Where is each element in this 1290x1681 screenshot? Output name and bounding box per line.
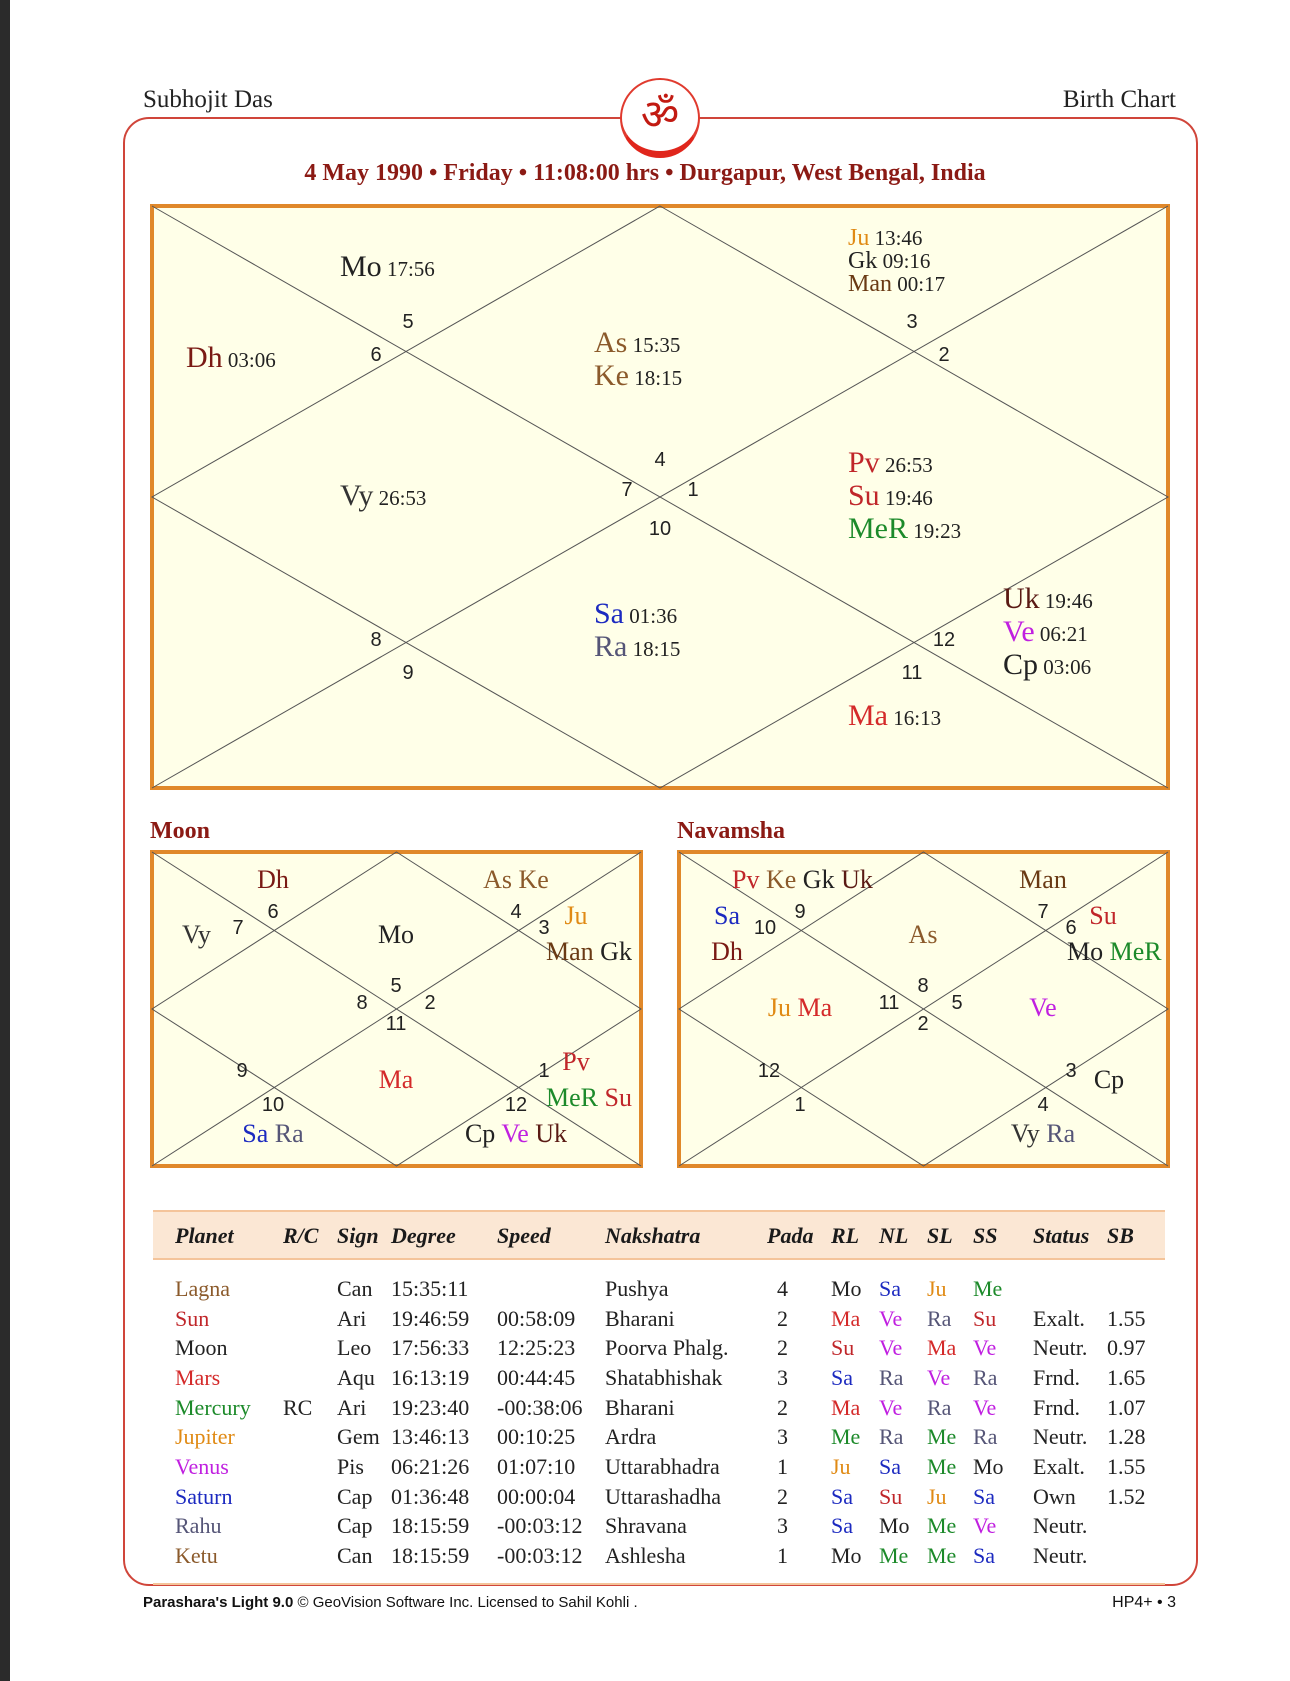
planet-abbr: Pv <box>732 865 760 894</box>
house-number: 2 <box>938 344 950 366</box>
planet-abbr: Su <box>598 1083 632 1112</box>
cell-ss: Ve <box>973 1394 997 1420</box>
col-pada: Pada <box>767 1211 831 1259</box>
chart-planets-pv <box>562 1047 589 1076</box>
cell-nak: Bharani <box>605 1394 675 1420</box>
planet-degree: 16:13 <box>888 706 942 730</box>
cell-sb: 1.52 <box>1107 1483 1146 1509</box>
house-number: 5 <box>951 992 963 1014</box>
cell-rl: Mo <box>831 1275 862 1301</box>
cell-planet: Lagna <box>175 1275 230 1301</box>
cell-sb: 1.55 <box>1107 1305 1146 1331</box>
planet-abbr: Pv <box>562 1047 590 1076</box>
table-spacer <box>153 1259 1165 1274</box>
planet-abbr: Gk <box>593 937 632 966</box>
cell-rc: RC <box>283 1394 313 1420</box>
cell-ss: Ve <box>973 1513 997 1539</box>
cell-ss: Mo <box>973 1453 1004 1479</box>
cell-nak: Bharani <box>605 1305 675 1331</box>
chart-planets-dh <box>711 937 743 966</box>
cell-deg: 15:35:11 <box>391 1275 469 1301</box>
house-number: 6 <box>370 344 382 366</box>
table-row <box>153 1393 1165 1423</box>
cell-sb <box>1107 1541 1165 1571</box>
cell-nl: Mo <box>879 1513 910 1539</box>
table-row <box>153 1274 1165 1304</box>
moon-chart <box>150 850 643 1168</box>
house-number: 9 <box>236 1060 248 1082</box>
cell-pada: 2 <box>777 1305 788 1331</box>
cell-sl: Ju <box>927 1483 947 1509</box>
planet-abbr: Man <box>546 937 594 966</box>
cell-nl: Me <box>879 1543 909 1569</box>
cell-sb: 1.07 <box>1107 1394 1146 1420</box>
cell-sl: Me <box>927 1513 957 1539</box>
house-number: 5 <box>390 975 402 997</box>
house-number: 5 <box>402 311 414 333</box>
planet-degree: 17:56 <box>381 257 435 281</box>
cell-ss: Su <box>973 1305 997 1331</box>
cell-rl: Me <box>831 1424 861 1450</box>
col-nl: NL <box>879 1211 927 1259</box>
cell-rc <box>283 1452 337 1482</box>
cell-sign: Aqu <box>337 1364 375 1390</box>
planet-abbr: Ju <box>848 225 870 251</box>
birth-details: 4 May 1990 • Friday • 11:08:00 hrs • Durgapur, West Bengal, India <box>304 160 986 186</box>
chart-planets-dh <box>257 865 289 894</box>
cell-planet: Mars <box>175 1364 221 1390</box>
cell-rc <box>283 1333 337 1363</box>
house-number: 6 <box>267 901 279 923</box>
col-sb: SB <box>1107 1211 1165 1259</box>
cell-nak: Shravana <box>605 1513 687 1539</box>
cell-ss: Ve <box>973 1335 997 1361</box>
house-number: 9 <box>794 901 806 923</box>
planet-degree: 19:46 <box>879 486 933 510</box>
col-status: Status <box>1033 1211 1107 1259</box>
planet-degree: 18:15 <box>628 366 683 390</box>
cell-status: Neutr. <box>1033 1513 1088 1539</box>
cell-rl: Sa <box>831 1513 853 1539</box>
cell-sb <box>1107 1512 1165 1542</box>
planet-abbr: Gk <box>796 865 835 894</box>
planet-degree: 09:16 <box>877 249 931 273</box>
planet-degree: 01:36 <box>624 604 678 628</box>
planet-abbr: Su <box>1089 901 1117 930</box>
house-number: 11 <box>878 992 900 1014</box>
table-row <box>153 1304 1165 1334</box>
house-number: 7 <box>232 917 244 939</box>
planet-abbr: Man <box>848 271 892 297</box>
cell-planet: Moon <box>175 1335 228 1361</box>
house-number: 7 <box>621 479 633 501</box>
house-number: 8 <box>356 992 368 1014</box>
house-number: 3 <box>1065 1060 1077 1082</box>
cell-nak: Shatabhishak <box>605 1364 723 1390</box>
house-number: 6 <box>1065 917 1077 939</box>
house-number: 12 <box>932 629 956 651</box>
moon-chart-title: Moon <box>150 818 210 844</box>
table-row <box>153 1422 1165 1452</box>
planet-abbr: Ke <box>512 865 549 894</box>
license-text: © GeoVision Software Inc. Licensed to Sahil Kohli . <box>293 1594 638 1611</box>
om-emblem <box>620 78 700 158</box>
planet-abbr: Ma <box>790 993 833 1022</box>
cell-deg: 17:56:33 <box>391 1335 470 1361</box>
navamsha-chart-title: Navamsha <box>677 818 786 844</box>
cell-deg: 13:46:13 <box>391 1424 470 1450</box>
house-number: 2 <box>917 1013 929 1035</box>
col-speed: Speed <box>497 1211 605 1259</box>
house-number: 9 <box>402 662 414 684</box>
planet-abbr: Mo <box>377 920 415 949</box>
cell-status: Own <box>1033 1483 1076 1509</box>
planet-degree: 19:23 <box>908 519 962 543</box>
planet-degree: 03:06 <box>222 348 276 372</box>
planet-abbr: MeR <box>848 512 908 545</box>
cell-status: Exalt. <box>1033 1305 1085 1331</box>
planet-degree: 26:53 <box>879 453 933 477</box>
cell-pada: 2 <box>777 1483 788 1509</box>
planet-degree: 26:53 <box>373 486 427 510</box>
cell-status <box>1033 1274 1107 1304</box>
house-number: 1 <box>687 479 699 501</box>
cell-speed: -00:03:12 <box>497 1513 583 1539</box>
navamsha-chart <box>677 850 1170 1168</box>
chart-planets-cpveuk <box>465 1119 567 1148</box>
planet-abbr: Dh <box>186 341 223 374</box>
cell-rl: Mo <box>831 1543 862 1569</box>
house-number: 10 <box>648 518 672 540</box>
chart-planets-aske <box>483 865 549 894</box>
page-number: HP4+ • 3 <box>1112 1594 1176 1611</box>
cell-ss: Sa <box>973 1543 995 1569</box>
chart-planets-mersu <box>546 1083 632 1112</box>
chart-planets-mo <box>378 920 414 949</box>
planet-abbr: Ve <box>1003 615 1035 648</box>
planet-line <box>848 271 945 297</box>
cell-planet: Ketu <box>175 1543 218 1569</box>
chart-planets-sara <box>242 1119 304 1148</box>
house-number: 10 <box>753 917 777 939</box>
cell-planet: Mercury <box>175 1394 251 1420</box>
cell-rc <box>283 1422 337 1452</box>
cell-nak: Uttarashadha <box>605 1483 722 1509</box>
om-icon: ॐ <box>640 92 680 139</box>
cell-speed: -00:38:06 <box>497 1394 583 1420</box>
planet-abbr: Mo <box>340 250 382 283</box>
planet-abbr: Man <box>1019 865 1067 894</box>
house-number: 8 <box>917 975 929 997</box>
planet-abbr: Ke <box>759 865 797 894</box>
chart-planets-pvkegkuk <box>732 865 873 894</box>
cell-sb: 1.55 <box>1107 1453 1146 1479</box>
cell-status: Neutr. <box>1033 1543 1088 1569</box>
cell-planet: Venus <box>175 1453 229 1479</box>
cell-rl: Sa <box>831 1483 853 1509</box>
cell-speed: 00:58:09 <box>497 1305 576 1331</box>
cell-sign: Cap <box>337 1513 373 1539</box>
cell-rc <box>283 1274 337 1304</box>
planet-abbr: As <box>483 865 513 894</box>
planet-abbr: Cp <box>464 1119 496 1148</box>
planet-abbr: MeR <box>1103 937 1162 966</box>
planet-table <box>153 1210 1165 1585</box>
chart-planets-ma <box>379 1065 414 1094</box>
cell-deg: 16:13:19 <box>391 1364 470 1390</box>
planet-abbr: Ju <box>767 993 791 1022</box>
cell-deg: 18:15:59 <box>391 1543 470 1569</box>
cell-planet: Saturn <box>175 1483 233 1509</box>
cell-sl: Ma <box>927 1335 957 1361</box>
planet-abbr: Su <box>848 479 880 512</box>
cell-sb: 1.65 <box>1107 1364 1146 1390</box>
cell-rc <box>283 1482 337 1512</box>
cell-nak: Ashlesha <box>605 1543 686 1569</box>
cell-rl: Ma <box>831 1305 861 1331</box>
planet-abbr: Sa <box>714 901 740 930</box>
cell-speed <box>497 1274 605 1304</box>
cell-status: Neutr. <box>1033 1335 1088 1361</box>
cell-pada: 3 <box>777 1364 788 1390</box>
cell-nak: Poorva Phalg. <box>605 1335 729 1361</box>
cell-nl: Sa <box>879 1275 901 1301</box>
chart-planets-ju <box>564 901 587 930</box>
col-rc: R/C <box>283 1211 337 1259</box>
chart-planets-vy <box>182 920 211 949</box>
col-degree: Degree <box>391 1211 497 1259</box>
house-number: 1 <box>538 1060 550 1082</box>
cell-status: Neutr. <box>1033 1424 1088 1450</box>
cell-deg: 19:46:59 <box>391 1305 470 1331</box>
cell-rl: Su <box>831 1335 855 1361</box>
cell-sign: Cap <box>337 1483 373 1509</box>
cell-sl: Me <box>927 1453 957 1479</box>
cell-rc <box>283 1304 337 1334</box>
planet-abbr: Dh <box>711 937 743 966</box>
table-row <box>153 1333 1165 1363</box>
cell-nl: Sa <box>879 1453 901 1479</box>
cell-nak: Uttarabhadra <box>605 1453 720 1479</box>
planet-degree: 03:06 <box>1038 655 1092 679</box>
planet-abbr: As <box>594 326 628 359</box>
cell-deg: 06:21:26 <box>391 1453 470 1479</box>
cell-rl: Ma <box>831 1394 861 1420</box>
cell-ss: Me <box>973 1275 1003 1301</box>
rasi-chart <box>150 204 1170 790</box>
cell-planet: Jupiter <box>175 1424 235 1450</box>
table-row <box>153 1482 1165 1512</box>
chart-planets-juma <box>768 993 833 1022</box>
person-name: Subhojit Das <box>143 86 273 113</box>
planet-abbr: Ma <box>378 1065 414 1094</box>
cell-pada: 2 <box>777 1394 788 1420</box>
house-number: 8 <box>370 629 382 651</box>
cell-nl: Ve <box>879 1394 903 1420</box>
cell-nl: Ra <box>879 1424 904 1450</box>
planet-abbr: Sa <box>594 597 624 630</box>
col-ss: SS <box>973 1211 1033 1259</box>
cell-rl: Sa <box>831 1364 853 1390</box>
cell-speed: -00:03:12 <box>497 1543 583 1569</box>
cell-pada: 4 <box>777 1275 788 1301</box>
cell-speed: 00:00:04 <box>497 1483 576 1509</box>
cell-status: Exalt. <box>1033 1453 1085 1479</box>
cell-pada: 1 <box>777 1543 788 1569</box>
table-row <box>153 1512 1165 1542</box>
cell-ss: Ra <box>973 1364 998 1390</box>
planet-degree: 00:17 <box>892 272 946 296</box>
cell-rc <box>283 1363 337 1393</box>
cell-sb <box>1107 1274 1165 1304</box>
cell-pada: 1 <box>777 1453 788 1479</box>
cell-speed: 00:10:25 <box>497 1424 576 1450</box>
software-name: Parashara's Light 9.0 <box>143 1594 294 1611</box>
cell-pada: 3 <box>777 1513 788 1539</box>
cell-pada: 3 <box>777 1424 788 1450</box>
cell-sl: Ra <box>927 1394 952 1420</box>
cell-ss: Sa <box>973 1483 995 1509</box>
cell-status: Frnd. <box>1033 1394 1081 1420</box>
cell-sl: Ve <box>927 1364 951 1390</box>
planet-abbr: Sa <box>242 1119 269 1148</box>
planet-degree: 18:15 <box>627 637 681 661</box>
col-nakshatra: Nakshatra <box>605 1211 767 1259</box>
cell-sb: 1.28 <box>1107 1424 1146 1450</box>
footer-license <box>143 1594 638 1611</box>
planet-abbr: Cp <box>1093 1065 1125 1094</box>
cell-rc <box>283 1512 337 1542</box>
planet-abbr: Vy <box>182 920 211 949</box>
cell-planet: Sun <box>175 1305 210 1331</box>
chart-planets-momer <box>1067 937 1162 966</box>
house-number: 1 <box>794 1094 806 1116</box>
house-number: 11 <box>385 1013 407 1035</box>
cell-rl: Ju <box>831 1453 851 1479</box>
chart-planets-as <box>909 920 938 949</box>
planet-abbr: Uk <box>1003 582 1040 615</box>
house-number: 3 <box>538 917 550 939</box>
cell-sign: Leo <box>337 1335 372 1361</box>
table-header-row <box>153 1211 1165 1259</box>
planet-abbr: Uk <box>834 865 873 894</box>
cell-nl: Su <box>879 1483 903 1509</box>
cell-sl: Ju <box>927 1275 947 1301</box>
planet-abbr: Ve <box>1029 993 1057 1022</box>
planet-abbr: Ra <box>594 630 628 663</box>
cell-status: Frnd. <box>1033 1364 1081 1390</box>
cell-nak: Pushya <box>605 1275 669 1301</box>
chart-planets-su <box>1089 901 1116 930</box>
cell-sign: Gem <box>337 1424 380 1450</box>
window-edge <box>0 0 10 1681</box>
planet-abbr: Ra <box>268 1119 304 1148</box>
chart-planets-ve <box>1029 993 1056 1022</box>
planet-degree: 15:35 <box>627 333 681 357</box>
cell-pada: 2 <box>777 1335 788 1361</box>
planet-abbr: Pv <box>848 446 880 479</box>
table-row <box>153 1452 1165 1482</box>
cell-sb: 0.97 <box>1107 1335 1146 1361</box>
house-number: 4 <box>654 449 666 471</box>
house-number: 3 <box>906 311 918 333</box>
cell-deg: 01:36:48 <box>391 1483 470 1509</box>
cell-deg: 19:23:40 <box>391 1394 470 1420</box>
page-title: Birth Chart <box>1062 86 1176 113</box>
cell-ss: Ra <box>973 1424 998 1450</box>
table-row <box>153 1363 1165 1393</box>
house-number: 12 <box>504 1094 528 1116</box>
chart-planets-vyra <box>1011 1119 1076 1148</box>
chart-planets-sa <box>714 901 740 930</box>
house-number: 4 <box>510 901 522 923</box>
planet-abbr: Vy <box>340 479 374 512</box>
house-number: 4 <box>1037 1094 1049 1116</box>
planet-degree: 06:21 <box>1034 622 1088 646</box>
table-bottom-rule <box>153 1571 1165 1584</box>
planet-abbr: Ke <box>594 359 629 392</box>
house-number: 7 <box>1037 901 1049 923</box>
col-planet: Planet <box>153 1211 283 1259</box>
planet-abbr: Mo <box>1067 937 1104 966</box>
planet-abbr: Ve <box>495 1119 529 1148</box>
house-number: 2 <box>424 992 436 1014</box>
planet-abbr: Cp <box>1003 648 1039 681</box>
house-number: 12 <box>757 1060 781 1082</box>
col-rl: RL <box>831 1211 879 1259</box>
planet-abbr: Ma <box>848 699 888 732</box>
cell-nl: Ve <box>879 1305 903 1331</box>
planet-abbr: As <box>908 920 938 949</box>
cell-sl: Ra <box>927 1305 952 1331</box>
cell-deg: 18:15:59 <box>391 1513 470 1539</box>
cell-sl: Me <box>927 1424 957 1450</box>
planet-abbr: MeR <box>546 1083 598 1112</box>
cell-speed: 12:25:23 <box>497 1335 576 1361</box>
cell-rc <box>283 1541 337 1571</box>
cell-nl: Ra <box>879 1364 904 1390</box>
chart-planets-man <box>1019 865 1067 894</box>
chart-planets-mangk <box>546 937 632 966</box>
chart-planets-cp <box>1094 1065 1124 1094</box>
table-row <box>153 1541 1165 1571</box>
cell-speed: 01:07:10 <box>497 1453 576 1479</box>
cell-sign: Pis <box>337 1453 364 1479</box>
planet-abbr: Gk <box>848 248 878 274</box>
cell-speed: 00:44:45 <box>497 1364 576 1390</box>
planet-abbr: Uk <box>528 1119 568 1148</box>
cell-sign: Can <box>337 1543 373 1569</box>
house-number: 10 <box>261 1094 285 1116</box>
cell-sl: Me <box>927 1543 957 1569</box>
cell-nl: Ve <box>879 1335 903 1361</box>
planet-abbr: Ra <box>1039 1119 1076 1148</box>
cell-sign: Can <box>337 1275 373 1301</box>
cell-planet: Rahu <box>175 1513 222 1539</box>
planet-degree: 13:46 <box>869 226 923 250</box>
planet-abbr: Dh <box>257 865 289 894</box>
planet-abbr: Vy <box>1010 1119 1040 1148</box>
house-number: 11 <box>901 662 923 684</box>
planet-abbr: Ju <box>564 901 588 930</box>
col-sign: Sign <box>337 1211 391 1259</box>
cell-sign: Ari <box>337 1305 367 1331</box>
planet-degree: 19:46 <box>1039 589 1093 613</box>
col-sl: SL <box>927 1211 973 1259</box>
cell-sign: Ari <box>337 1394 367 1420</box>
cell-nak: Ardra <box>605 1424 657 1450</box>
